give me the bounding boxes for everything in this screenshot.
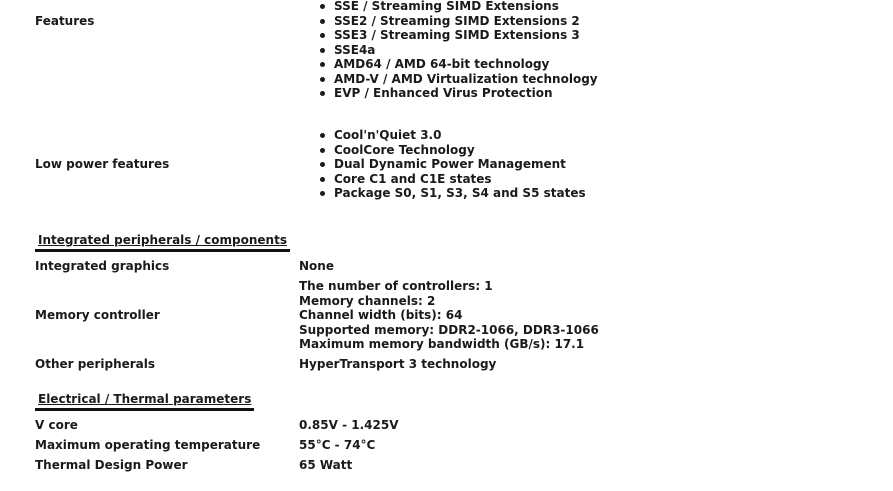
section-heading-electrical: Electrical / Thermal parameters <box>35 392 254 411</box>
low-power-label: Low power features <box>35 157 170 171</box>
features-label: Features <box>35 14 95 28</box>
list-item: SSE4a <box>318 43 598 58</box>
vcore-value: 0.85V - 1.425V <box>299 418 399 432</box>
list-item: Dual Dynamic Power Management <box>318 157 586 172</box>
integrated-graphics-label: Integrated graphics <box>35 259 170 273</box>
list-item: SSE2 / Streaming SIMD Extensions 2 <box>318 14 598 29</box>
memory-controller-label: Memory controller <box>35 308 160 322</box>
list-item: AMD-V / AMD Virtualization technology <box>318 72 598 87</box>
vcore-label: V core <box>35 418 78 432</box>
memory-line: Maximum memory bandwidth (GB/s): 17.1 <box>299 337 585 351</box>
list-item: Core C1 and C1E states <box>318 172 586 187</box>
list-item: Package S0, S1, S3, S4 and S5 states <box>318 186 586 201</box>
tdp-label: Thermal Design Power <box>35 458 188 472</box>
list-item: SSE / Streaming SIMD Extensions <box>318 0 598 14</box>
list-item: CoolCore Technology <box>318 143 586 158</box>
tdp-value: 65 Watt <box>299 458 353 472</box>
features-list <box>318 0 598 101</box>
memory-line: Supported memory: DDR2-1066, DDR3-1066 <box>299 322 599 337</box>
memory-line: The number of controllers: 1 <box>299 279 493 293</box>
memory-line: Channel width (bits): 64 <box>299 308 463 322</box>
memory-line: Memory channels: 2 <box>299 293 436 308</box>
list-item: AMD64 / AMD 64-bit technology <box>318 57 598 72</box>
memory-controller-value <box>299 279 599 352</box>
list-item: EVP / Enhanced Virus Protection <box>318 86 598 101</box>
integrated-graphics-value: None <box>299 259 334 273</box>
other-peripherals-label: Other peripherals <box>35 357 156 371</box>
low-power-list <box>318 128 586 201</box>
section-heading-integrated: Integrated peripherals / components <box>35 233 290 252</box>
list-item: SSE3 / Streaming SIMD Extensions 3 <box>318 28 598 43</box>
list-item: Cool'n'Quiet 3.0 <box>318 128 586 143</box>
max-temp-value: 55°C - 74°C <box>299 438 376 452</box>
other-peripherals-value: HyperTransport 3 technology <box>299 357 497 371</box>
max-temp-label: Maximum operating temperature <box>35 438 261 452</box>
